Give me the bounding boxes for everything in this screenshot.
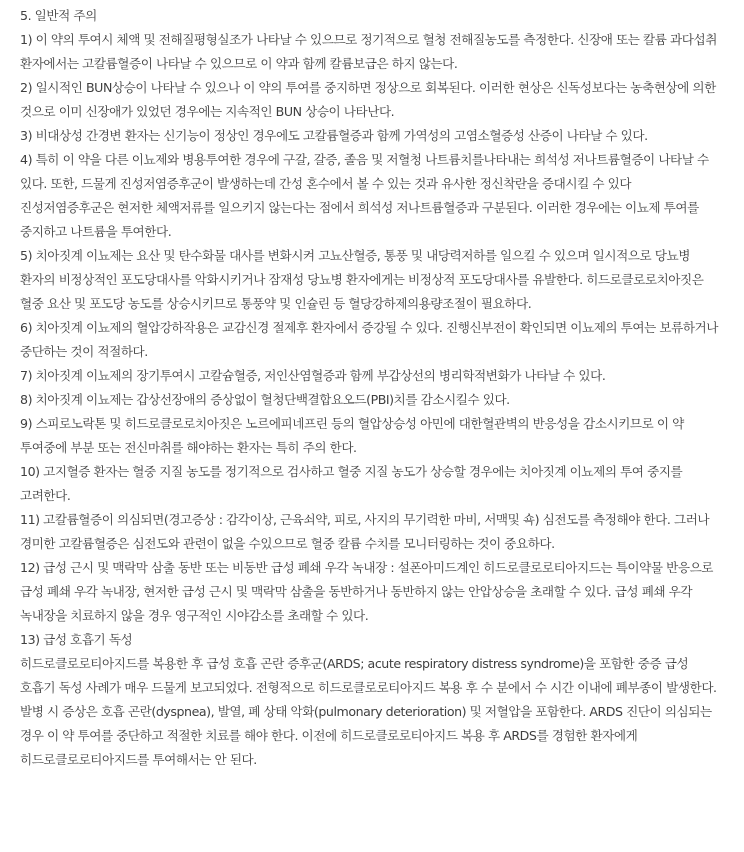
precaution-item-11: 11) 고칼륨혈증이 의심되면(경고증상 : 감각이상, 근육쇠약, 피로, 사지의 무기력한 마비, 서맥및 쇽) 심전도를 측정해야 한다. 그러나 경미한 고칼륨혈증은 심전도와 관련이 없을 수있으므로 혈중 칼륨 수치를 모니터링하는 것이 중요하다.: [20, 512, 710, 551]
precaution-item-10: 10) 고지혈증 환자는 혈중 지질 농도를 정기적으로 검사하고 혈중 지질 농도가 상승할 경우에는 치아짓계 이뇨제의 투여 중지를 고려한다.: [20, 464, 683, 503]
subsection-heading: 13) 급성 호흡기 독성: [20, 632, 133, 647]
precaution-item-6: 6) 치아짓계 이뇨제의 혈압강하작용은 교감신경 절제후 환자에서 증강될 수 있다. 진행신부전이 확인되면 이뇨제의 투여는 보류하거나 중단하는 것이 적절하다.: [20, 320, 718, 359]
precaution-item-8: 8) 치아짓계 이뇨제는 갑상선장애의 증상없이 혈청단백결합요오드(PBI)치를 감소시킬수 있다.: [20, 392, 510, 407]
precaution-item-3: 3) 비대상성 간경변 환자는 신기능이 정상인 경우에도 고칼륨혈증과 함께 가역성의 고염소혈증성 산증이 나타날 수 있다.: [20, 128, 648, 143]
precaution-item-7: 7) 치아짓계 이뇨제의 장기투여시 고칼슘혈증, 저인산염혈증과 함께 부갑상선의 병리학적변화가 나타날 수 있다.: [20, 368, 606, 383]
subsection-body: 히드로클로로티아지드를 복용한 후 급성 호흡 곤란 증후군(ARDS; acute respiratory distress syndrome)을 포함한 중증 급성 호흡기 독성 사례가 매우 드물게 보고되었다. 전형적으로 히드로클로로티아지드 복용 후 수 분에서 수 시간 이내에 폐부종이 발생한다. 발병 시 증상은 호흡 곤란(dyspnea), 발열, 폐 상태 악화(pulmonary deterioration) 및 저혈압을 포함한다. ARDS 진단이 의심되는 경우 이 약 투여를 중단하고 적절한 치료를 해야 한다. 이전에 히드로클로로티아지드 복용 후 ARDS를 경험한 환자에게 히드로클로로티아지드를 투여해서는 안 된다.: [20, 656, 717, 767]
precaution-item-2: 2) 일시적인 BUN상승이 나타날 수 있으나 이 약의 투여를 중지하면 정상으로 회복된다. 이러한 현상은 신독성보다는 농축현상에 의한 것으로 이미 신장애가 있었던 경우에는 지속적인 BUN 상승이 나타난다.: [20, 80, 716, 119]
precaution-item-9: 9) 스피로노락톤 및 히드로클로로치아짓은 노르에피네프린 등의 혈압상승성 아민에 대한혈관벽의 반응성을 감소시키므로 이 약 투여중에 부분 또는 전신마취를 해야하는 환자는 특히 주의 한다.: [20, 416, 684, 455]
precaution-item-12: 12) 급성 근시 및 맥락막 삼출 동반 또는 비동반 급성 폐쇄 우각 녹내장 : 설폰아미드계인 히드로클로로티아지드는 특이약물 반응으로 급성 폐쇄 우각 녹내장, 현저한 급성 근시 및 맥락막 삼출을 동반하거나 동반하지 않는 안압상승을 초래할 수 있다. 급성 폐쇄 우각 녹내장을 치료하지 않을 경우 영구적인 시야감소를 초래할 수 있다.: [20, 560, 713, 623]
section-heading: 5. 일반적 주의: [20, 8, 97, 23]
precaution-item-5: 5) 치아짓계 이뇨제는 요산 및 탄수화물 대사를 변화시켜 고뇨산혈증, 통풍 및 내당력저하를 일으킬 수 있으며 일시적으로 당뇨병 환자의 비정상적인 포도당대사를 악화시키거나 잠재성 당뇨병 환자에게는 비정상적 포도당대사를 유발한다. 히드로클로로치아짓은 혈중 요산 및 포도당 농도를 상승시키므로 통풍약 및 인슐린 등 혈당강하제의용량조절이 필요하다.: [20, 248, 704, 311]
precaution-item-4: 4) 특히 이 약을 다른 이뇨제와 병용투여한 경우에 구갈, 갈증, 졸음 및 저혈청 나트륨치를나타내는 희석성 저나트륨혈증이 나타날 수 있다. 또한, 드물게 진성저염증후군이 발생하는데 간성 혼수에서 볼 수 있는 것과 유사한 정신착란을 증대시킬 수 있다 진성저염증후군은 현저한 체액저류를 일으키지 않는다는 점에서 희석성 저나트륨혈증과 구분된다. 이러한 경우에는 이뇨제 투여를 중지하고 나트륨을 투여한다.: [20, 152, 709, 239]
precaution-item-1: 1) 이 약의 투여시 체액 및 전해질평형실조가 나타날 수 있으므로 정기적으로 혈청 전해질농도를 측정한다. 신장애 또는 칼륨 과다섭취 환자에서는 고칼륨혈증이 나타날 수 있으므로 이 약과 함께 칼륨보급은 하지 않는다.: [20, 32, 717, 71]
